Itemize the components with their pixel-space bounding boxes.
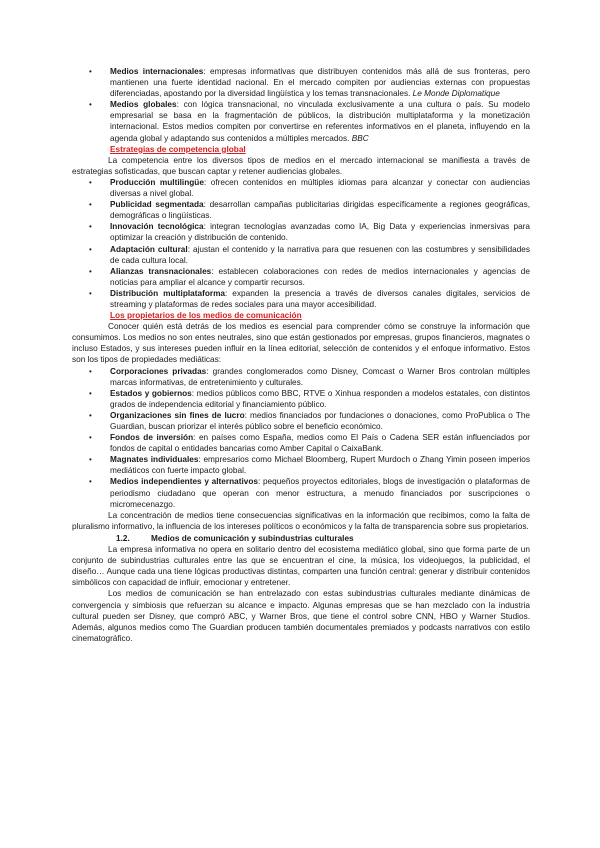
list-item [72,454,530,476]
item-text: : integran tecnologías avanzadas como IA, Big Data y experiencias inmersivas para optimizar la creación y distribución de contenido. [110,222,530,243]
list-item [72,288,530,310]
bullet-icon: • [89,410,92,420]
item-text: : medios financiados por fundaciones o donaciones, como ProPublica o The Guardian, buscan priorizar el interés público sobre el beneficio económico. [110,410,530,431]
item-text: : en países como España, medios como El País o Cadena SER están influenciados por fondos de capital o entidades bancarias como Amber Capital o CaixaBank. [110,433,530,454]
bullet-icon: • [89,477,92,487]
paragraph: Los medios de comunicación se han entrelazado con estas subindustrias culturales mediante dinámicas de convergencia y simbiosis que refuerzan su alcance e impacto. Algunas empresas que se han mezclado con la industria cultural pueden ser Disney, que compró ABC, y Warner Bros, que tiene el control sobre CNN, HBO y Warner Studios. Además, algunos medios como The Guardian producen también documentales premiados y podcasts narrativos con estilo cinematográfico. [72,589,530,643]
item-example: BBC [351,133,369,143]
item-term: Organizaciones sin fines de lucro [110,410,245,420]
item-term: Medios internacionales [110,67,204,76]
item-term: Corporaciones privadas [110,366,207,376]
item-text: : desarrollan campañas publicitarias dirigidas específicamente a regiones geográficas, demográficas o lingüísticas. [110,200,530,221]
list-item [72,366,530,388]
list-item [72,476,530,509]
section-title-text: Medios de comunicación y subindustrias culturales [151,533,354,543]
bullet-icon: • [89,433,92,443]
item-text: : empresarios como Michael Bloomberg, Rupert Murdoch o Zhang Yimin poseen imperios mediáticos con fuerte impacto global. [110,455,530,476]
section-number: 1.2. [116,533,130,543]
item-term: Adaptación cultural [110,244,188,254]
bullet-icon: • [89,177,92,187]
item-term: Medios independientes y alternativos [110,477,258,487]
item-term: Publicidad segmentada [110,200,204,210]
document-page [72,66,530,644]
list-item [72,244,530,266]
bullet-icon: • [89,200,92,210]
item-term: Magnates individuales [110,455,199,465]
section-title [72,533,530,544]
item-term: Innovación tecnológica [110,222,204,232]
item-term: Alianzas transnacionales [110,266,212,276]
list-item [72,199,530,221]
item-example: Le Monde Diplomatique [412,89,500,99]
list-item [72,410,530,432]
bullet-icon: • [89,366,92,376]
item-text: : grandes conglomerados como Disney, Comcast o Warner Bros controlan múltiples marcas informativas, de entretenimiento y culturales. [110,366,531,387]
item-term: Producción multilingüe [110,177,204,187]
item-text: : ofrecen contenidos en múltiples idiomas para alcanzar y conectar con audiencias diversas a nivel global. [110,177,530,199]
item-text: : expanden la presencia a través de diversos canales digitales, servicios de streaming y plataformas de redes sociales para una mayor accesibilidad. [110,288,530,309]
media-types-list [72,66,530,144]
item-text: : pequeños proyectos editoriales, blogs de investigación o plataformas de periodismo ciudadano que operan con menor estructura, a menudo financiados por suscripciones o micromecenazgo. [110,477,530,509]
bullet-icon: • [89,455,92,465]
list-item [72,177,530,199]
list-item [72,388,530,410]
bullet-icon: • [89,266,92,276]
list-item [72,432,530,454]
paragraph: Conocer quién está detrás de los medios es esencial para comprender cómo se construye la información que consumimos. Los medios no son entes neutrales, sino que están gestionados por empresas, grupos financieros, magnates o incluso Estados, y sus intereses pueden influir en la línea editorial, selección de contenidos y el enfoque informativo. Estos son los tipos de propiedades mediáticas: [72,322,530,365]
item-text: : ajustan el contenido y la narrativa para que resuenen con las costumbres y sensibilidades de cada cultura local. [110,244,530,265]
item-text: : medios públicos como BBC, RTVE o Xinhua responden a modelos estatales, con distintos grados de independencia editorial y financiamiento público. [110,388,530,409]
list-item [72,266,530,288]
paragraph: La concentración de medios tiene consecuencias significativas en la información que recibimos, como la falta de pluralismo informativo, la influencia de los intereses políticos o económicos y la falta de transparencia sobre sus propietarios. [72,510,530,531]
item-term: Medios globales [110,100,177,110]
item-term: Distribución multiplataforma [110,288,226,298]
paragraph: La empresa informativa no opera en solitario dentro del ecosistema mediático global, sino que forma parte de un conjunto de subindustrias culturales entre las que se encuentran el cine, la música, los videojuegos, la publicidad, el diseño… Aunque cada una tiene lógicas productivas distintas, comparten una función central: generar y distribuir contenidos simbólicos con capacidad de influir, emocionar y entretener. [72,545,530,588]
bullet-icon: • [89,222,92,232]
item-term: Fondos de inversión [110,433,194,443]
owners-list [72,366,530,510]
list-item [72,66,530,99]
bullet-icon: • [89,67,92,76]
section-heading-owners: Los propietarios de los medios de comunicación [110,311,302,321]
bullet-icon: • [89,388,92,398]
strategies-list [72,177,530,310]
item-term: Estados y gobiernos [110,388,192,398]
list-item [72,221,530,243]
list-item [72,99,530,143]
bullet-icon: • [89,244,92,254]
item-text: : establecen colaboraciones con redes de medios internacionales y agencias de noticias para ampliar el alcance y compartir recursos. [110,266,530,287]
item-text: : con lógica transnacional, no vinculada exclusivamente a una cultura o país. Su modelo empresarial se basa en la fragmentación de públicos, la distribución multiplataforma y la monetización internacional. Estos medios compiten por convertirse en referentes informativos en el planeta, influyendo en la agenda global y adaptando sus contenidos a múltiples mercados. [110,100,530,143]
item-text: : empresas informativas que distribuyen contenidos más allá de sus fronteras, pero mantienen una fuerte identidad nacional. En el mercado compiten por audiencias externas con propuestas diferenciadas, apostando por la diversidad lingüística y los temas transnacionales. [110,67,531,99]
section-heading-strategies: Estrategias de competencia global [110,144,246,154]
paragraph: La competencia entre los diversos tipos de medios en el mercado internacional se manifiesta a través de estrategias sofisticadas, que buscan captar y retener audiencias globales. [72,155,530,176]
bullet-icon: • [89,100,92,110]
bullet-icon: • [89,288,92,298]
